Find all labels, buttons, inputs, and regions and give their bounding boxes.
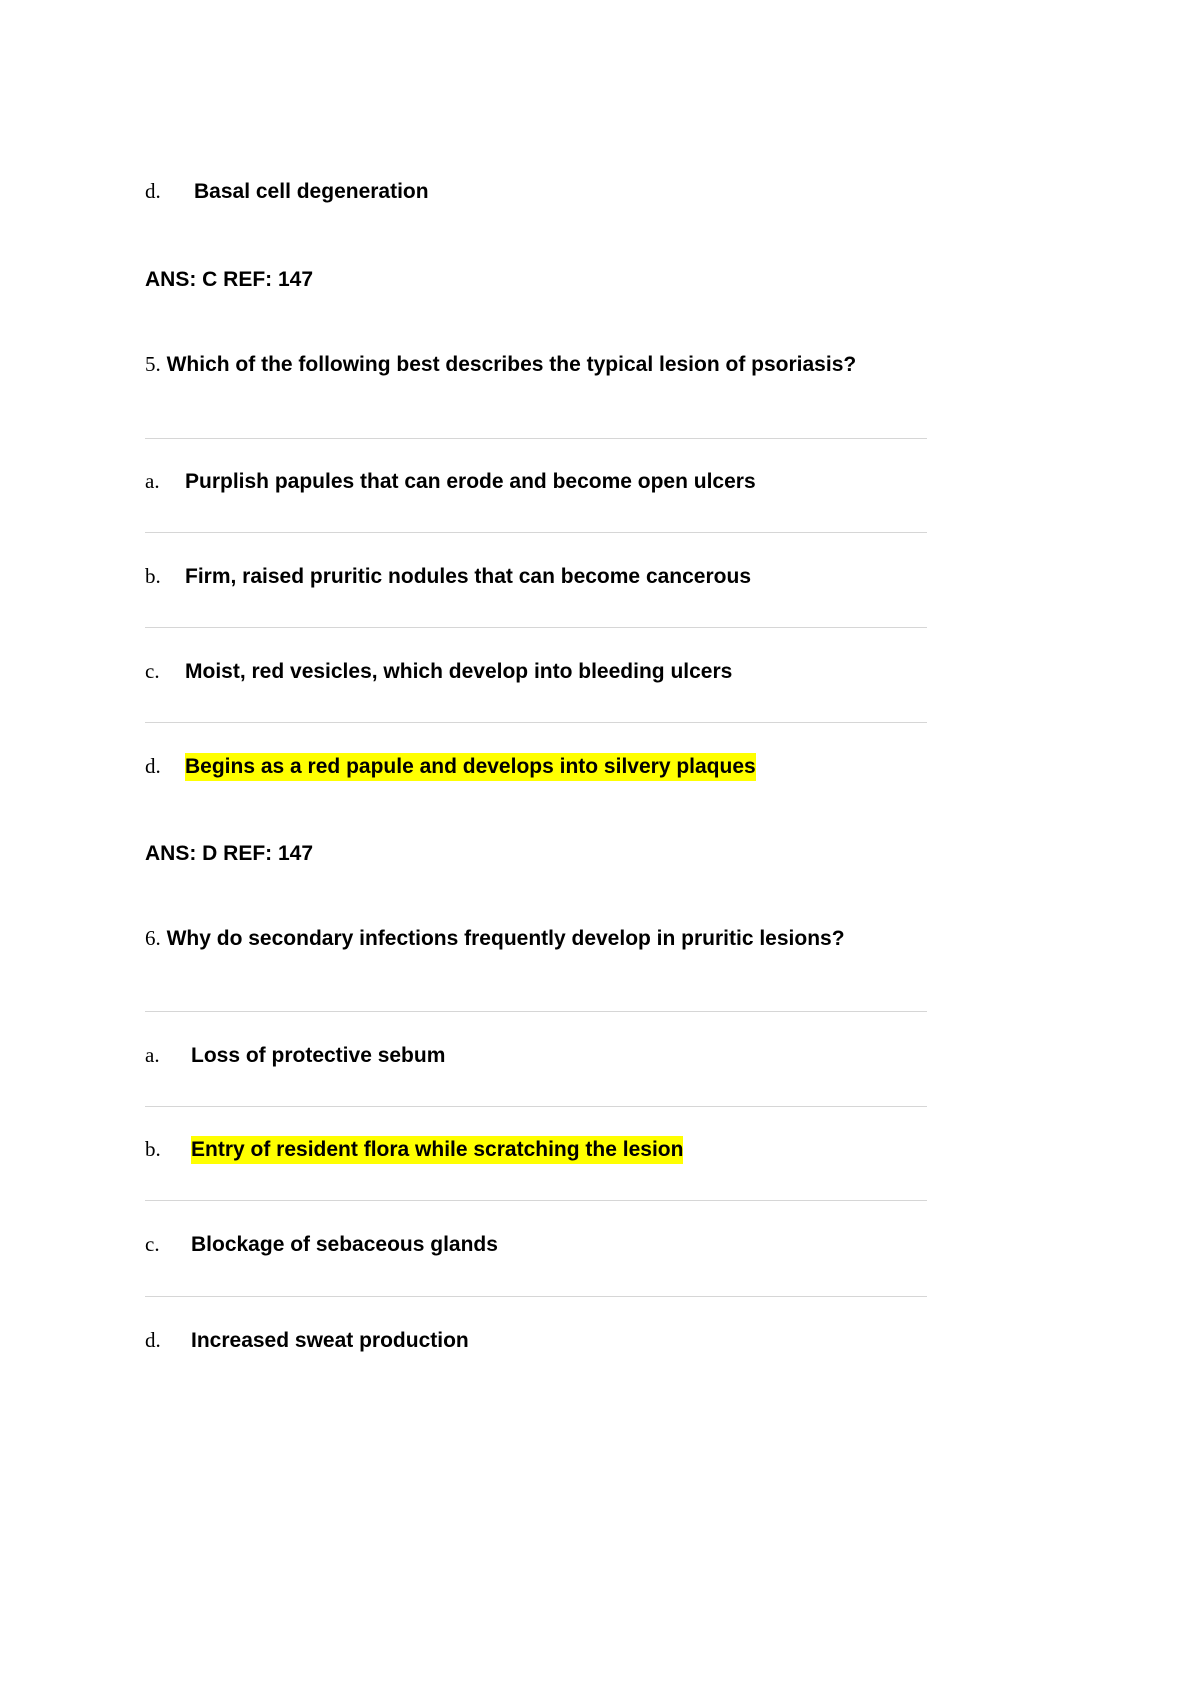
question-text: Why do secondary infections frequently develop in pruritic lesions? (166, 927, 845, 950)
divider (145, 1296, 927, 1297)
option-text: Basal cell degeneration (194, 180, 429, 203)
divider (145, 722, 927, 723)
option-text: Firm, raised pruritic nodules that can become cancerous (185, 565, 751, 588)
question-number: 6. (145, 926, 161, 950)
question-number: 5. (145, 352, 161, 376)
option-letter: b. (145, 1137, 161, 1161)
q5-option-d (145, 752, 756, 781)
answer-line-q5: ANS: D REF: 147 (145, 842, 314, 865)
divider (145, 532, 927, 533)
q5-option-a (145, 467, 756, 496)
option-letter: a. (145, 1043, 160, 1067)
question-text: Which of the following best describes the typical lesion of psoriasis? (166, 353, 857, 376)
option-text: Moist, red vesicles, which develop into bleeding ulcers (185, 660, 733, 683)
divider (145, 627, 927, 628)
option-letter: c. (145, 659, 160, 683)
divider (145, 438, 927, 439)
option-text: Loss of protective sebum (191, 1044, 446, 1067)
q6-option-a (145, 1041, 445, 1070)
option-text: Blockage of sebaceous glands (191, 1233, 498, 1256)
q5-option-c (145, 657, 732, 686)
divider (145, 1200, 927, 1201)
option-letter: d. (145, 179, 161, 203)
q6-option-c (145, 1230, 498, 1259)
q5-option-b (145, 562, 751, 591)
q6-option-d (145, 1326, 469, 1355)
answer-line-prev: ANS: C REF: 147 (145, 268, 314, 291)
q6-option-b (145, 1135, 683, 1164)
question-5 (145, 350, 856, 379)
option-text-highlighted: Begins as a red papule and develops into silvery plaques (185, 753, 756, 781)
option-text-highlighted: Entry of resident flora while scratching the lesion (191, 1136, 683, 1164)
option-text: Purplish papules that can erode and become open ulcers (185, 470, 756, 493)
option-letter: c. (145, 1232, 160, 1256)
prev-option-d (145, 177, 429, 206)
option-letter: a. (145, 469, 160, 493)
divider (145, 1106, 927, 1107)
option-letter: d. (145, 754, 161, 778)
question-6 (145, 924, 845, 953)
option-letter: b. (145, 564, 161, 588)
option-letter: d. (145, 1328, 161, 1352)
divider (145, 1011, 927, 1012)
option-text: Increased sweat production (191, 1329, 469, 1352)
